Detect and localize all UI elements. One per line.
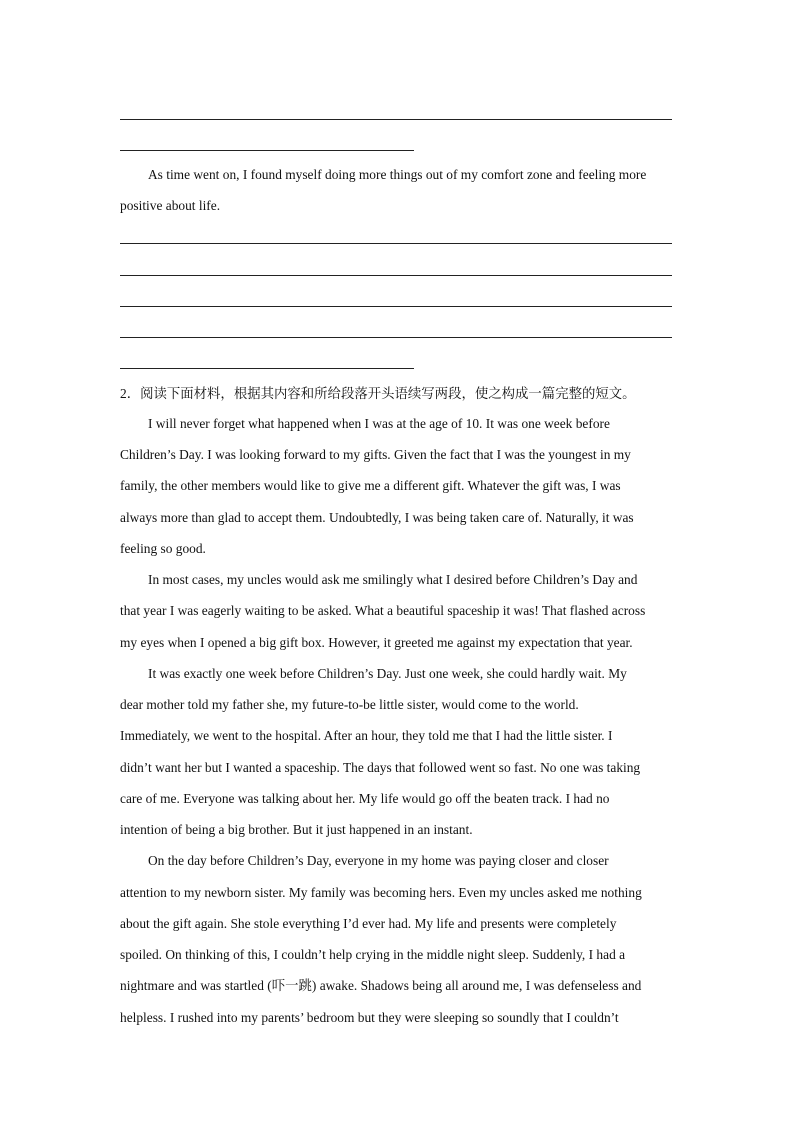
passage-line: spoiled. On thinking of this, I couldn’t help crying in the middle night sleep. Suddenly, I had a (120, 947, 626, 962)
text-line: As time went on, I found myself doing more things out of my comfort zone and feeling more (148, 167, 647, 182)
answer-line (120, 306, 672, 307)
passage-line: family, the other members would like to give me a different gift. Whatever the gift was, I was (120, 478, 621, 493)
answer-line (120, 337, 672, 338)
passage-line: On the day before Children’s Day, everyone in my home was paying closer and closer (148, 853, 609, 868)
answer-line (120, 119, 672, 120)
passage-line: attention to my newborn sister. My family was becoming hers. Even my uncles asked me nothing (120, 885, 642, 900)
passage-line: It was exactly one week before Children’s Day. Just one week, she could hardly wait. My (148, 666, 627, 681)
passage-line: helpless. I rushed into my parents’ bedroom but they were sleeping so soundly that I couldn’t (120, 1010, 619, 1025)
passage-line: didn’t want her but I wanted a spaceship. The days that followed went so fast. No one was taking (120, 760, 641, 775)
passage-line: Children’s Day. I was looking forward to my gifts. Given the fact that I was the youngest in my (120, 447, 631, 462)
passage-line: care of me. Everyone was talking about her. My life would go off the beaten track. I had no (120, 791, 610, 806)
passage-line: I will never forget what happened when I was at the age of 10. It was one week before (148, 416, 610, 431)
passage-line: that year I was eagerly waiting to be asked. What a beautiful spaceship it was! That flashed across (120, 603, 646, 618)
answer-line (120, 275, 672, 276)
answer-line (120, 243, 672, 244)
passage-line: nightmare and was startled (吓一跳) awake. Shadows being all around me, I was defenseless and (120, 978, 642, 993)
question-heading: 2．阅读下面材料，根据其内容和所给段落开头语续写两段，使之构成一篇完整的短文。 (120, 386, 636, 401)
passage-line: about the gift again. She stole everything I’d ever had. My life and presents were completely (120, 916, 617, 931)
passage-line: feeling so good. (120, 541, 206, 556)
answer-line (120, 150, 414, 151)
passage-line: Immediately, we went to the hospital. After an hour, they told me that I had the little sister. I (120, 728, 613, 743)
passage-line: always more than glad to accept them. Undoubtedly, I was being taken care of. Naturally, it was (120, 510, 634, 525)
passage-line: my eyes when I opened a big gift box. However, it greeted me against my expectation that year. (120, 635, 633, 650)
answer-line (120, 368, 414, 369)
passage-line: intention of being a big brother. But it just happened in an instant. (120, 822, 473, 837)
passage-line: In most cases, my uncles would ask me smilingly what I desired before Children’s Day and (148, 572, 638, 587)
text-line: positive about life. (120, 198, 221, 213)
passage-line: dear mother told my father she, my future-to-be little sister, would come to the world. (120, 697, 579, 712)
